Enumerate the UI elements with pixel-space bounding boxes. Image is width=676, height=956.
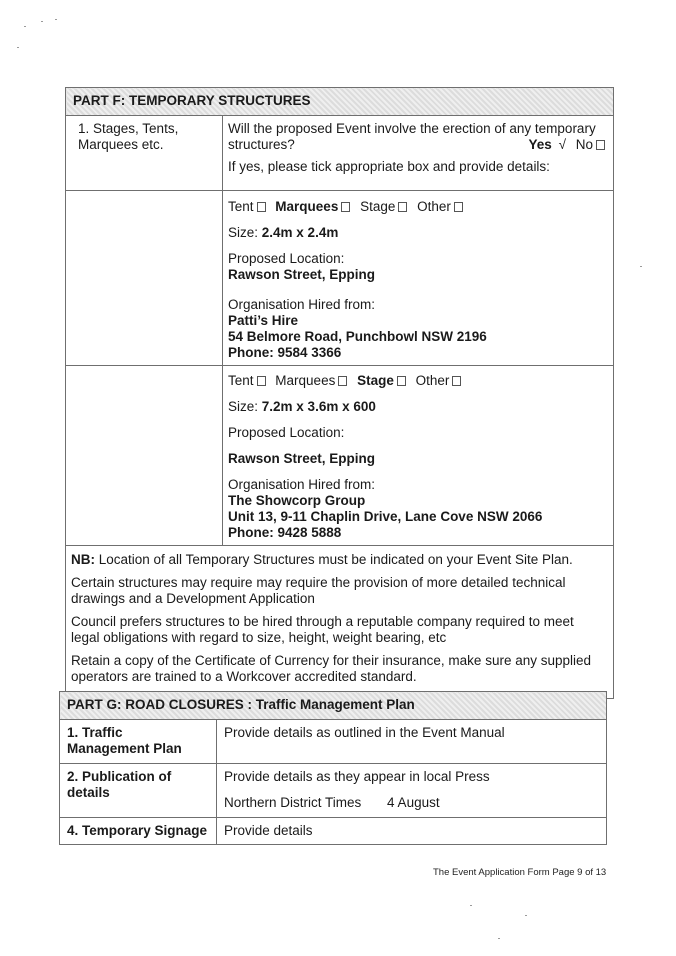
note-p3-line2: legal obligations with regard to size, height, weight bearing, etc <box>71 630 447 645</box>
entry1-tent-checkbox[interactable] <box>257 202 266 212</box>
nb-label: NB: <box>71 552 95 567</box>
entry2-label-cell <box>66 366 223 546</box>
publication-text: Provide details as they appear in local Press <box>224 769 490 784</box>
note-p4-line1: Retain a copy of the Certificate of Currency for their insurance, make sure any supplied <box>71 653 592 668</box>
scan-speck <box>55 19 57 20</box>
traffic-plan-label-line2: Management Plan <box>67 741 182 756</box>
scan-speck <box>498 938 500 939</box>
signage-text: Provide details <box>224 823 313 838</box>
entry2-location-label: Proposed Location: <box>228 425 345 440</box>
entry1-label-cell <box>66 191 223 366</box>
entry1-opt-stage: Stage <box>360 199 396 214</box>
entry2-opt-marquees: Marquees <box>275 373 336 388</box>
entry2-org-phone: Phone: 9428 5888 <box>228 525 342 540</box>
entry2-size-value: 7.2m x 3.6m x 600 <box>261 399 376 414</box>
entry1-location-label: Proposed Location: <box>228 251 345 266</box>
structures-question-text: structures? <box>228 137 295 152</box>
entry1-org-phone: Phone: 9584 3366 <box>228 345 342 360</box>
publication-details <box>217 764 607 818</box>
entry1-other-checkbox[interactable] <box>454 202 463 212</box>
part-f-heading: PART F: TEMPORARY STRUCTURES <box>66 88 614 116</box>
entry2-other-checkbox[interactable] <box>452 376 461 386</box>
note-certificate <box>71 653 605 685</box>
note-p2-line2: drawings and a Development Application <box>71 591 315 606</box>
entry1-opt-tent: Tent <box>228 199 254 214</box>
structures-question-line1: Will the proposed Event involve the erection of any temporary <box>228 121 596 136</box>
scan-speck <box>41 21 43 22</box>
publication-label <box>60 764 217 818</box>
structures-label-line2: Marquees etc. <box>78 137 164 152</box>
entry2-org-address: Unit 13, 9-11 Chaplin Drive, Lane Cove NSW 2066 <box>228 509 543 524</box>
entry2-location-value: Rawson Street, Epping <box>228 451 376 466</box>
no-label: No <box>575 137 594 152</box>
entry2-options <box>228 373 605 389</box>
entry2-size-label: Size: <box>228 399 259 414</box>
entry2-marquees-checkbox[interactable] <box>338 376 347 386</box>
publication-date: 4 August <box>387 795 440 810</box>
publication-detail <box>224 795 598 811</box>
note-p3-line1: Council prefers structures to be hired through a reputable company required to meet <box>71 614 574 629</box>
entry2-details-cell <box>223 366 614 546</box>
entry1-opt-other: Other <box>417 199 451 214</box>
yes-label: Yes <box>528 137 552 152</box>
structures-instruction: If yes, please tick appropriate box and provide details: <box>228 159 550 174</box>
no-checkbox[interactable] <box>596 140 605 150</box>
signage-label: 4. Temporary Signage <box>60 818 217 845</box>
yes-no-answer <box>529 137 606 153</box>
note-reputable-company <box>71 614 605 646</box>
part-f-table <box>65 87 614 699</box>
entry2-tent-checkbox[interactable] <box>257 376 266 386</box>
entry2-stage-checkbox[interactable] <box>397 376 406 386</box>
note-technical-drawings <box>71 575 605 607</box>
entry2-size <box>228 399 605 415</box>
entry1-location-value: Rawson Street, Epping <box>228 267 376 282</box>
entry2-org-name: The Showcorp Group <box>228 493 366 508</box>
entry1-size-label: Size: <box>228 225 259 240</box>
entry2-opt-other: Other <box>415 373 450 388</box>
entry1-size-value: 2.4m x 2.4m <box>261 225 339 240</box>
page-footer: The Event Application Form Page 9 of 13 <box>433 867 607 878</box>
scan-speck <box>17 47 19 48</box>
entry1-opt-marquees: Marquees <box>275 199 339 214</box>
entry1-details-cell <box>223 191 614 366</box>
structures-question-line2 <box>228 137 605 153</box>
entry2-org-label: Organisation Hired from: <box>228 477 376 492</box>
publication-label-line2: details <box>67 785 110 800</box>
scan-speck <box>525 915 527 916</box>
entry1-size <box>228 225 605 241</box>
signage-details <box>217 818 607 845</box>
traffic-plan-label <box>60 720 217 764</box>
entry1-options <box>228 199 605 215</box>
structures-label <box>66 116 223 191</box>
publication-name: Northern District Times <box>224 795 362 810</box>
notes-cell <box>66 546 614 699</box>
scan-speck <box>24 26 26 27</box>
entry2-opt-tent: Tent <box>228 373 254 388</box>
structures-label-line1: 1. Stages, Tents, <box>78 121 179 136</box>
traffic-plan-text: Provide details as outlined in the Event Manual <box>224 725 505 740</box>
entry1-org-label: Organisation Hired from: <box>228 297 376 312</box>
scan-speck <box>470 905 472 906</box>
part-g-table <box>59 691 607 845</box>
structures-question-cell <box>223 116 614 191</box>
entry1-marquees-checkbox[interactable] <box>341 202 350 212</box>
scan-speck <box>640 266 642 267</box>
nb-note <box>71 552 605 568</box>
traffic-plan-details <box>217 720 607 764</box>
traffic-plan-label-line1: 1. Traffic <box>67 725 123 740</box>
entry2-opt-stage: Stage <box>357 373 394 388</box>
publication-label-line1: 2. Publication of <box>67 769 172 784</box>
yes-tick: √ <box>558 137 566 152</box>
entry1-org-name: Patti’s Hire <box>228 313 299 328</box>
note-p2-line1: Certain structures may require may require the provision of more detailed technical <box>71 575 566 590</box>
entry1-org-address: 54 Belmore Road, Punchbowl NSW 2196 <box>228 329 487 344</box>
entry1-stage-checkbox[interactable] <box>398 202 407 212</box>
part-g-heading: PART G: ROAD CLOSURES : Traffic Management Plan <box>60 692 607 720</box>
nb-text: Location of all Temporary Structures must be indicated on your Event Site Plan. <box>95 552 573 567</box>
note-p4-line2: operators are trained to a Workcover accredited standard. <box>71 669 417 684</box>
